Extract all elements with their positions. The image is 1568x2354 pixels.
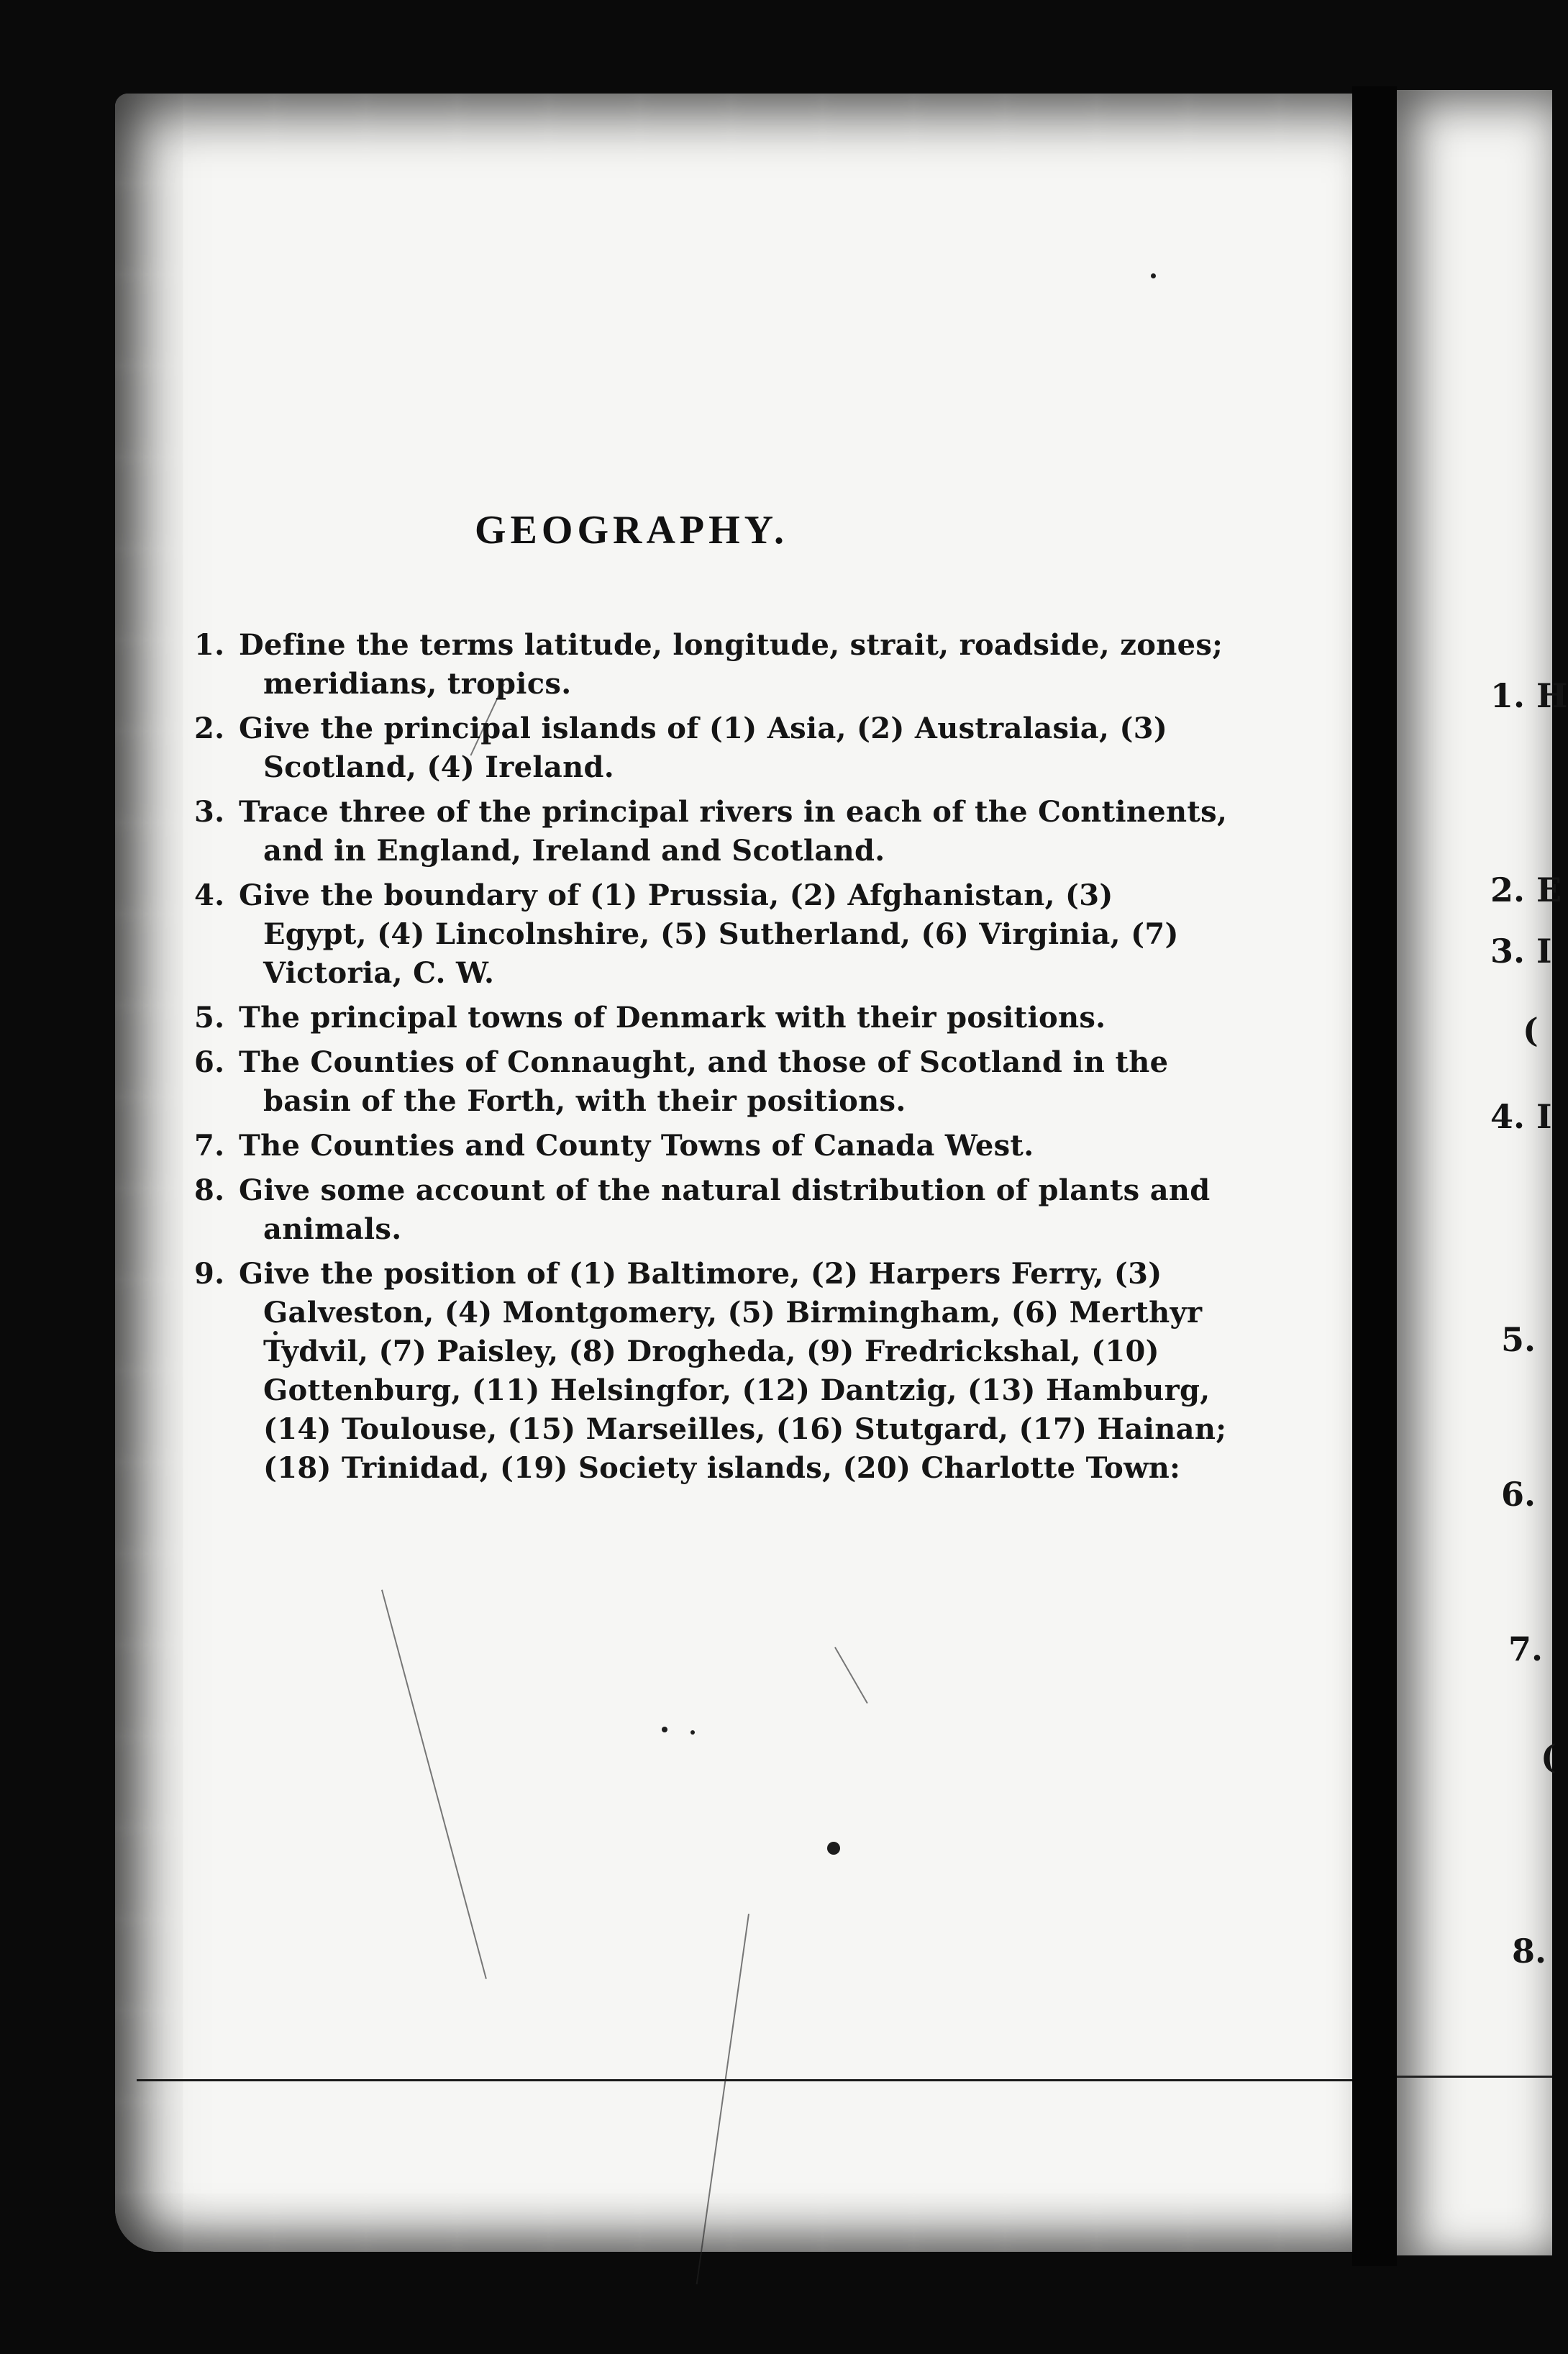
question-line: The Counties of Connaught, and those of Scotland in the bbox=[239, 1045, 1169, 1079]
facing-page-fragment: 4. I bbox=[1490, 1097, 1552, 1136]
facing-page-fragment: 2. E bbox=[1490, 871, 1562, 909]
question-line: The principal towns of Denmark with their positions. bbox=[239, 1001, 1106, 1035]
question-line: Give the principal islands of (1) Asia, (2) Australasia, (3) bbox=[239, 712, 1168, 745]
page-bottom-rule bbox=[137, 2079, 1381, 2081]
facing-page-fragment: 6. bbox=[1501, 1475, 1536, 1514]
page-title: GEOGRAPHY. bbox=[475, 508, 788, 553]
question-line: (14) Toulouse, (15) Marseilles, (16) Stutgard, (17) Hainan; bbox=[263, 1412, 1227, 1446]
question-line: Give the boundary of (1) Prussia, (2) Afghanistan, (3) bbox=[239, 878, 1113, 912]
question-list bbox=[194, 626, 1237, 1494]
facing-page bbox=[1397, 90, 1568, 2255]
question-number: 4. bbox=[194, 878, 225, 912]
question-item bbox=[194, 1255, 1237, 1488]
question-line: Egypt, (4) Lincolnshire, (5) Sutherland, (6) Virginia, (7) bbox=[263, 917, 1179, 951]
question-item bbox=[194, 1043, 1237, 1121]
question-item bbox=[194, 626, 1237, 704]
ink-speck bbox=[827, 1842, 840, 1855]
question-line: Gottenburg, (11) Helsingfor, (12) Dantzig, (13) Hamburg, bbox=[263, 1373, 1211, 1407]
facing-page-rule bbox=[1397, 2076, 1552, 2078]
question-item bbox=[194, 1127, 1237, 1165]
question-number: 8. bbox=[194, 1173, 225, 1207]
question-number: 5. bbox=[194, 1001, 225, 1035]
question-item bbox=[194, 1171, 1237, 1249]
question-line: The Counties and County Towns of Canada West. bbox=[239, 1129, 1034, 1163]
question-line: Scotland, (4) Ireland. bbox=[263, 750, 614, 784]
question-line: Victoria, C. W. bbox=[263, 956, 495, 990]
question-number: 6. bbox=[194, 1045, 225, 1079]
facing-page-fragment: 3. I bbox=[1490, 932, 1552, 971]
question-number: 9. bbox=[194, 1257, 225, 1291]
facing-page-fragment: ( bbox=[1523, 1011, 1539, 1050]
question-line: basin of the Forth, with their positions. bbox=[263, 1084, 906, 1118]
facing-page-fragment: 7. bbox=[1508, 1630, 1544, 1668]
question-line: Trace three of the principal rivers in each of the Continents, bbox=[239, 795, 1228, 829]
ink-speck bbox=[690, 1730, 695, 1735]
question-number: 2. bbox=[194, 712, 225, 745]
ink-speck bbox=[1151, 273, 1156, 278]
question-item bbox=[194, 876, 1237, 993]
question-item bbox=[194, 999, 1237, 1037]
scratch-mark bbox=[381, 1589, 487, 1978]
question-item bbox=[194, 793, 1237, 871]
ink-speck bbox=[662, 1727, 667, 1732]
question-line: and in England, Ireland and Scotland. bbox=[263, 834, 885, 868]
question-number: 1. bbox=[194, 628, 225, 662]
facing-page-fragment: ( bbox=[1541, 1737, 1556, 1776]
facing-page-fragment: 5. bbox=[1501, 1320, 1536, 1359]
scratch-mark bbox=[834, 1647, 868, 1704]
facing-page-fragment: 8. bbox=[1512, 1932, 1547, 1971]
question-line: (18) Trinidad, (19) Society islands, (20) Charlotte Town: bbox=[263, 1451, 1181, 1485]
question-number: 3. bbox=[194, 795, 225, 829]
scratch-mark bbox=[696, 1914, 749, 2284]
question-line: Give some account of the natural distribution of plants and bbox=[239, 1173, 1211, 1207]
question-number: 7. bbox=[194, 1129, 225, 1163]
question-line: Tydvil, (7) Paisley, (8) Drogheda, (9) Fredrickshal, (10) bbox=[263, 1335, 1159, 1368]
question-line: Define the terms latitude, longitude, strait, roadside, zones; bbox=[239, 628, 1223, 662]
question-line: animals. bbox=[263, 1212, 402, 1246]
question-line: meridians, tropics. bbox=[263, 667, 572, 701]
question-line: Galveston, (4) Montgomery, (5) Birmingham, (6) Merthyr bbox=[263, 1296, 1203, 1330]
question-item bbox=[194, 709, 1237, 787]
question-line: Give the position of (1) Baltimore, (2) Harpers Ferry, (3) bbox=[239, 1257, 1162, 1291]
facing-page-fragment: 1. H bbox=[1490, 676, 1568, 715]
book-gutter bbox=[1352, 86, 1397, 2266]
